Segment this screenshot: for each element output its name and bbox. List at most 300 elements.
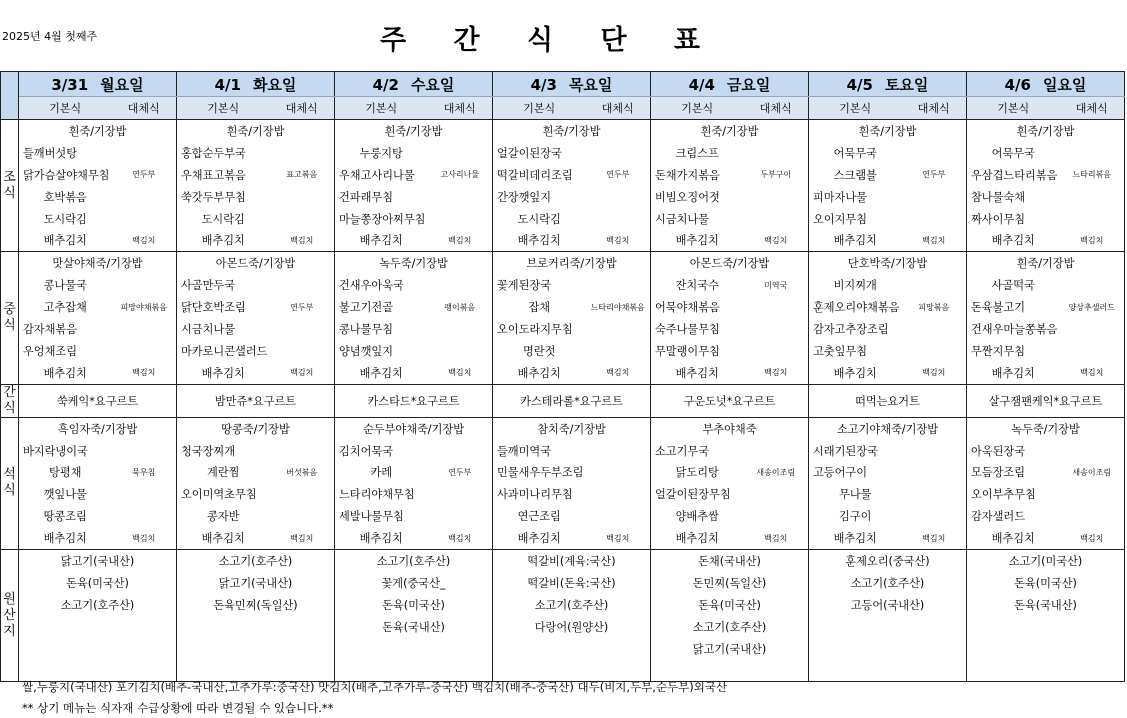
menu-item: 훈제오리야채볶음: [809, 296, 902, 318]
alt-menu-item: 피망야채볶음: [112, 296, 177, 318]
menu-item: 배추김치: [967, 527, 1060, 549]
main-menu-label: 기본식: [809, 97, 902, 120]
alt-menu-item: [1060, 340, 1125, 362]
menu-item: 참치죽/기장밥: [493, 417, 651, 439]
menu-item: 오이지무침: [809, 208, 902, 230]
day-date: 4/3: [530, 75, 557, 94]
menu-item: 스크램블: [809, 164, 902, 186]
menu-item: 불고기전골: [335, 296, 428, 318]
alt-menu-item: [112, 340, 177, 362]
menu-item: 부추야채죽: [651, 417, 809, 439]
menu-item: 돈육(미국산): [19, 572, 177, 594]
alt-menu-item: [902, 440, 967, 462]
alt-menu-item: [586, 505, 651, 527]
menu-item: 얼갈이된장국: [493, 142, 586, 164]
menu-item: 배추김치: [19, 527, 112, 549]
week-label: 2025년 4월 첫째주: [2, 30, 98, 43]
menu-item: 떡갈비(돈육:국산): [493, 572, 651, 594]
menu-item: 마늘쫑장아찌무침: [335, 208, 428, 230]
alt-menu-item: [270, 318, 335, 340]
menu-item: 닭도리탕: [651, 461, 744, 483]
alt-menu-item: 연두부: [902, 164, 967, 186]
alt-menu-item: [428, 318, 493, 340]
day-weekday: 월요일: [100, 75, 144, 94]
menu-item: 건새우아욱국: [335, 274, 428, 296]
alt-menu-item: 백김치: [1060, 229, 1125, 251]
alt-menu-label: 대체식: [902, 97, 967, 120]
alt-menu-item: 미역국: [744, 274, 809, 296]
alt-menu-item: [1060, 505, 1125, 527]
alt-menu-item: [586, 340, 651, 362]
alt-menu-item: [428, 142, 493, 164]
day-weekday: 일요일: [1042, 75, 1087, 94]
alt-menu-item: [586, 142, 651, 164]
main-menu-label: 기본식: [177, 97, 270, 120]
menu-item: [967, 659, 1125, 681]
menu-item: 무나물: [809, 483, 902, 505]
alt-menu-item: [902, 483, 967, 505]
meal-label-text: 원산지: [3, 591, 16, 639]
day-date: 4/2: [372, 75, 399, 94]
day-weekday: 수요일: [410, 75, 455, 94]
alt-menu-item: 느타리볶음: [1060, 164, 1125, 186]
menu-item: 비지찌개: [809, 274, 902, 296]
menu-item: 배추김치: [177, 362, 270, 384]
main-menu-label: 기본식: [651, 97, 744, 120]
menu-item: 소고기(호주산): [809, 572, 967, 594]
menu-item: 민물새우두부조림: [493, 461, 586, 483]
meal-label-text: 조식: [3, 169, 16, 201]
meal-label-lunch: [1, 252, 19, 384]
menu-item: 들깨미역국: [493, 440, 586, 462]
menu-item: 배추김치: [493, 527, 586, 549]
menu-item: 돈민찌(독일산): [651, 572, 809, 594]
menu-item: 떡갈비(계육:국산): [493, 550, 651, 572]
alt-menu-item: 백김치: [902, 229, 967, 251]
alt-menu-label: 대체식: [270, 97, 335, 120]
menu-item: 모듬장조림: [967, 461, 1060, 483]
menu-item: 배추김치: [177, 527, 270, 549]
alt-menu-item: 백김치: [586, 527, 651, 549]
menu-item: 배추김치: [967, 362, 1060, 384]
alt-menu-item: 새송이조림: [744, 461, 809, 483]
alt-menu-item: 양상추샐러드: [1060, 296, 1125, 318]
alt-menu-item: [586, 186, 651, 208]
menu-item: [493, 638, 651, 660]
alt-menu-item: [744, 505, 809, 527]
menu-item: 구운도넛*요구르트: [651, 384, 809, 417]
menu-item: 배추김치: [19, 229, 112, 251]
alt-menu-item: [744, 208, 809, 230]
header-corner: [1, 72, 19, 120]
page-title: 주 간 식 단 표: [380, 25, 720, 56]
alt-menu-item: [428, 274, 493, 296]
menu-item: 우엉채조림: [19, 340, 112, 362]
menu-item: 밤만쥬*요구르트: [177, 384, 335, 417]
day-date: 3/31: [51, 75, 89, 94]
alt-menu-item: 백김치: [586, 229, 651, 251]
alt-menu-item: [902, 274, 967, 296]
alt-menu-item: 새송이조림: [1060, 461, 1125, 483]
menu-item: 계란찜: [177, 461, 270, 483]
alt-menu-item: 두부구이: [744, 164, 809, 186]
menu-item: 콩나물국: [19, 274, 112, 296]
alt-menu-item: 묵무침: [112, 461, 177, 483]
alt-menu-item: 백김치: [902, 527, 967, 549]
alt-menu-item: [112, 274, 177, 296]
menu-item: 흰죽/기장밥: [177, 120, 335, 142]
menu-item: [177, 638, 335, 660]
alt-menu-item: 백김치: [112, 229, 177, 251]
menu-item: 카스타드*요구르트: [335, 384, 493, 417]
menu-item: 배추김치: [335, 229, 428, 251]
alt-menu-item: [270, 440, 335, 462]
menu-item: 아몬드죽/기장밥: [177, 252, 335, 274]
menu-item: 돈육민찌(독일산): [177, 594, 335, 616]
menu-item: 닭가슴살야채무침: [19, 164, 112, 186]
menu-item: 흰죽/기장밥: [19, 120, 177, 142]
menu-item: 명란젓: [493, 340, 586, 362]
day-header: [967, 72, 1125, 97]
alt-menu-item: [744, 483, 809, 505]
alt-menu-label: 대체식: [744, 97, 809, 120]
menu-item: 건파래무침: [335, 186, 428, 208]
meal-label-text: 중식: [3, 302, 16, 334]
change-notice: ** 상기 메뉴는 식자재 수급상황에 따라 변경될 수 있습니다.**: [22, 701, 334, 715]
day-header: [335, 72, 493, 97]
menu-item: 흰죽/기장밥: [967, 252, 1125, 274]
menu-item: 배추김치: [493, 229, 586, 251]
day-header: [493, 72, 651, 97]
menu-item: 어묵무국: [809, 142, 902, 164]
menu-item: 아욱된장국: [967, 440, 1060, 462]
menu-item: 무말랭이무침: [651, 340, 744, 362]
menu-item: 참나물숙채: [967, 186, 1060, 208]
day-header: [177, 72, 335, 97]
menu-item: 피마자나물: [809, 186, 902, 208]
menu-item: 돈육(국내산): [967, 594, 1125, 616]
main-menu-label: 기본식: [19, 97, 112, 120]
menu-item: 돈채가지볶음: [651, 164, 744, 186]
menu-item: 흰죽/기장밥: [493, 120, 651, 142]
day-weekday: 목요일: [568, 75, 613, 94]
menu-item: 사과미나리무침: [493, 483, 586, 505]
weekly-menu-table: [0, 71, 1125, 682]
menu-item: 배추김치: [651, 229, 744, 251]
menu-item: 배추김치: [651, 362, 744, 384]
alt-menu-item: 백김치: [112, 527, 177, 549]
menu-item: 우삼겹느타리볶음: [967, 164, 1060, 186]
menu-item: 쑥케익*요구르트: [19, 384, 177, 417]
alt-menu-item: [1060, 142, 1125, 164]
alt-menu-item: [270, 208, 335, 230]
alt-menu-item: [112, 318, 177, 340]
day-date: 4/6: [1004, 75, 1031, 94]
alt-menu-item: 백김치: [1060, 362, 1125, 384]
menu-item: 아몬드죽/기장밥: [651, 252, 809, 274]
menu-item: 꽃게된장국: [493, 274, 586, 296]
menu-item: 얼갈이된장무침: [651, 483, 744, 505]
menu-item: 떠먹는요거트: [809, 384, 967, 417]
menu-item: 흰죽/기장밥: [335, 120, 493, 142]
menu-item: 닭단호박조림: [177, 296, 270, 318]
menu-item: 맛살야채죽/기장밥: [19, 252, 177, 274]
alt-menu-item: 백김치: [270, 362, 335, 384]
menu-item: 카스테라롤*요구르트: [493, 384, 651, 417]
menu-item: 건새우마늘쫑볶음: [967, 318, 1060, 340]
menu-item: 순두부야채죽/기장밥: [335, 417, 493, 439]
day-date: 4/4: [688, 75, 715, 94]
alt-menu-item: [270, 186, 335, 208]
menu-item: 돈육불고기: [967, 296, 1060, 318]
day-header: [651, 72, 809, 97]
menu-item: 바지락냉이국: [19, 440, 112, 462]
menu-item: 브로커리죽/기장밥: [493, 252, 651, 274]
menu-item: 양배추쌈: [651, 505, 744, 527]
menu-item: 닭고기(국내산): [19, 550, 177, 572]
day-weekday: 금요일: [726, 75, 771, 94]
alt-menu-item: [902, 208, 967, 230]
menu-item: [967, 638, 1125, 660]
menu-item: 마카로니콘샐러드: [177, 340, 270, 362]
menu-item: 김치어묵국: [335, 440, 428, 462]
main-menu-label: 기본식: [967, 97, 1060, 120]
menu-item: 훈제오리(중국산): [809, 550, 967, 572]
menu-item: 탕평채: [19, 461, 112, 483]
alt-menu-item: [902, 186, 967, 208]
alt-menu-item: [586, 483, 651, 505]
meal-label-origin: [1, 550, 19, 682]
menu-item: 연근조림: [493, 505, 586, 527]
menu-item: 카레: [335, 461, 428, 483]
main-menu-label: 기본식: [335, 97, 428, 120]
menu-item: 다랑어(원양산): [493, 616, 651, 638]
menu-item: 단호박죽/기장밥: [809, 252, 967, 274]
alt-menu-item: 백김치: [270, 229, 335, 251]
menu-item: 도시락김: [177, 208, 270, 230]
alt-menu-item: 백김치: [744, 229, 809, 251]
menu-item: 깻잎나물: [19, 483, 112, 505]
menu-item: 어묵무국: [967, 142, 1060, 164]
menu-item: 살구잼팬케익*요구르트: [967, 384, 1125, 417]
menu-item: 고춧잎무침: [809, 340, 902, 362]
alt-menu-item: [112, 440, 177, 462]
day-header: [19, 72, 177, 97]
alt-menu-item: 고사리나물: [428, 164, 493, 186]
menu-item: 소고기(미국산): [967, 550, 1125, 572]
menu-item: 감자샐러드: [967, 505, 1060, 527]
alt-menu-item: [112, 142, 177, 164]
alt-menu-item: [428, 483, 493, 505]
alt-menu-item: 백김치: [270, 527, 335, 549]
alt-menu-item: 연두부: [112, 164, 177, 186]
day-weekday: 화요일: [252, 75, 297, 94]
menu-item: 누룽지탕: [335, 142, 428, 164]
menu-item: 우채고사리나물: [335, 164, 428, 186]
menu-item: 흰죽/기장밥: [651, 120, 809, 142]
alt-menu-item: 연두부: [428, 461, 493, 483]
alt-menu-item: [744, 186, 809, 208]
menu-item: 배추김치: [967, 229, 1060, 251]
alt-menu-item: 피망볶음: [902, 296, 967, 318]
menu-item: 배추김치: [335, 362, 428, 384]
menu-item: 배추김치: [809, 527, 902, 549]
menu-item: 소고기무국: [651, 440, 744, 462]
alt-menu-item: 백김치: [744, 527, 809, 549]
alt-menu-item: [428, 186, 493, 208]
alt-menu-item: [112, 483, 177, 505]
alt-menu-item: [270, 505, 335, 527]
alt-menu-item: 팽이볶음: [428, 296, 493, 318]
menu-item: 김구이: [809, 505, 902, 527]
menu-item: 짜사이무침: [967, 208, 1060, 230]
alt-menu-item: [1060, 186, 1125, 208]
day-date: 4/1: [214, 75, 241, 94]
origin-note: 쌀,누룽지(국내산) 포기김치(배추-국내산,고추가루:중국산) 맛김치(배추,고추가루-중국산) 백김치(배추-중국산) 대두(비지,두부,순두부)외국산: [22, 680, 728, 694]
alt-menu-item: [902, 142, 967, 164]
menu-item: 녹두죽/기장밥: [335, 252, 493, 274]
alt-menu-item: 느타리야채볶음: [586, 296, 651, 318]
alt-menu-item: [744, 340, 809, 362]
alt-menu-item: [902, 461, 967, 483]
menu-item: 무짠지무침: [967, 340, 1060, 362]
menu-item: 돈채(국내산): [651, 550, 809, 572]
menu-item: 호박볶음: [19, 186, 112, 208]
alt-menu-item: [586, 440, 651, 462]
alt-menu-item: [586, 208, 651, 230]
menu-item: 감자채볶음: [19, 318, 112, 340]
alt-menu-item: [902, 505, 967, 527]
alt-menu-item: [586, 461, 651, 483]
menu-item: 오이도라지무침: [493, 318, 586, 340]
menu-item: 흰죽/기장밥: [967, 120, 1125, 142]
menu-item: 청국장찌개: [177, 440, 270, 462]
alt-menu-item: 백김치: [428, 527, 493, 549]
day-date: 4/5: [846, 75, 873, 94]
alt-menu-label: 대체식: [586, 97, 651, 120]
alt-menu-item: [586, 274, 651, 296]
alt-menu-item: 백김치: [586, 362, 651, 384]
menu-item: 배추김치: [19, 362, 112, 384]
menu-item: 콩나물무침: [335, 318, 428, 340]
alt-menu-item: [428, 505, 493, 527]
menu-item: 시금치나물: [177, 318, 270, 340]
menu-item: 우채표고볶음: [177, 164, 270, 186]
menu-item: 들깨버섯탕: [19, 142, 112, 164]
alt-menu-item: [902, 340, 967, 362]
alt-menu-item: [902, 318, 967, 340]
menu-item: 소고기야채죽/기장밥: [809, 417, 967, 439]
menu-item: 홍합순두부국: [177, 142, 270, 164]
alt-menu-label: 대체식: [428, 97, 493, 120]
menu-item: 숙주나물무침: [651, 318, 744, 340]
alt-menu-item: 표고볶음: [270, 164, 335, 186]
menu-item: 오이부추무침: [967, 483, 1060, 505]
alt-menu-item: [744, 296, 809, 318]
menu-item: 양념깻잎지: [335, 340, 428, 362]
menu-item: 어묵야채볶음: [651, 296, 744, 318]
meal-label-dinner: [1, 417, 19, 549]
menu-item: 배추김치: [809, 229, 902, 251]
alt-menu-item: [428, 440, 493, 462]
alt-menu-item: 연두부: [270, 296, 335, 318]
menu-item: 꽃게(중국산_: [335, 572, 493, 594]
meal-label-text: 간식: [3, 384, 16, 416]
menu-item: [177, 616, 335, 638]
menu-item: 배추김치: [809, 362, 902, 384]
menu-item: 배추김치: [493, 362, 586, 384]
alt-menu-item: 백김치: [428, 362, 493, 384]
alt-menu-item: 백김치: [428, 229, 493, 251]
menu-item: 소고기(호주산): [335, 550, 493, 572]
menu-item: 배추김치: [651, 527, 744, 549]
menu-item: 돈육(미국산): [967, 572, 1125, 594]
alt-menu-item: [270, 340, 335, 362]
menu-item: 배추김치: [177, 229, 270, 251]
meal-label-snack: [1, 384, 19, 417]
menu-item: 돈육(미국산): [651, 594, 809, 616]
menu-item: 간장깻잎지: [493, 186, 586, 208]
menu-item: 소고기(호주산): [177, 550, 335, 572]
menu-item: 콩자반: [177, 505, 270, 527]
menu-item: 배추김치: [335, 527, 428, 549]
alt-menu-item: [1060, 318, 1125, 340]
alt-menu-item: [428, 340, 493, 362]
menu-item: 고등어구이: [809, 461, 902, 483]
alt-menu-item: [744, 142, 809, 164]
menu-item: 고추잡채: [19, 296, 112, 318]
menu-item: [335, 638, 493, 660]
menu-item: 쑥갓두부무침: [177, 186, 270, 208]
menu-item: 소고기(호주산): [651, 616, 809, 638]
menu-item: 닭고기(국내산): [177, 572, 335, 594]
meal-label-text: 석식: [3, 467, 16, 499]
alt-menu-item: 버섯볶음: [270, 461, 335, 483]
menu-item: 돈육(미국산): [335, 594, 493, 616]
menu-item: 사골떡국: [967, 274, 1060, 296]
menu-item: [809, 659, 967, 681]
menu-item: [19, 638, 177, 660]
menu-item: 느타리야채무침: [335, 483, 428, 505]
alt-menu-item: 백김치: [902, 362, 967, 384]
main-menu-label: 기본식: [493, 97, 586, 120]
alt-menu-item: [270, 142, 335, 164]
menu-item: 소고기(호주산): [493, 594, 651, 616]
menu-item: 크림스프: [651, 142, 744, 164]
alt-menu-item: 백김치: [1060, 527, 1125, 549]
alt-menu-item: [112, 505, 177, 527]
alt-menu-item: [744, 440, 809, 462]
menu-item: 소고기(호주산): [19, 594, 177, 616]
menu-item: 시래기된장국: [809, 440, 902, 462]
alt-menu-item: [1060, 208, 1125, 230]
meal-label-breakfast: [1, 120, 19, 252]
menu-item: 세발나물무침: [335, 505, 428, 527]
menu-item: 오이미역초무침: [177, 483, 270, 505]
menu-item: 닭고기(국내산): [651, 638, 809, 660]
alt-menu-item: [428, 208, 493, 230]
menu-item: 돈육(국내산): [335, 616, 493, 638]
alt-menu-item: [1060, 440, 1125, 462]
alt-menu-item: 연두부: [586, 164, 651, 186]
alt-menu-item: [744, 318, 809, 340]
menu-item: 떡갈비데리조림: [493, 164, 586, 186]
menu-item: 땅콩죽/기장밥: [177, 417, 335, 439]
alt-menu-item: [112, 208, 177, 230]
menu-item: 땅콩조림: [19, 505, 112, 527]
menu-item: 잡채: [493, 296, 586, 318]
alt-menu-item: [1060, 274, 1125, 296]
